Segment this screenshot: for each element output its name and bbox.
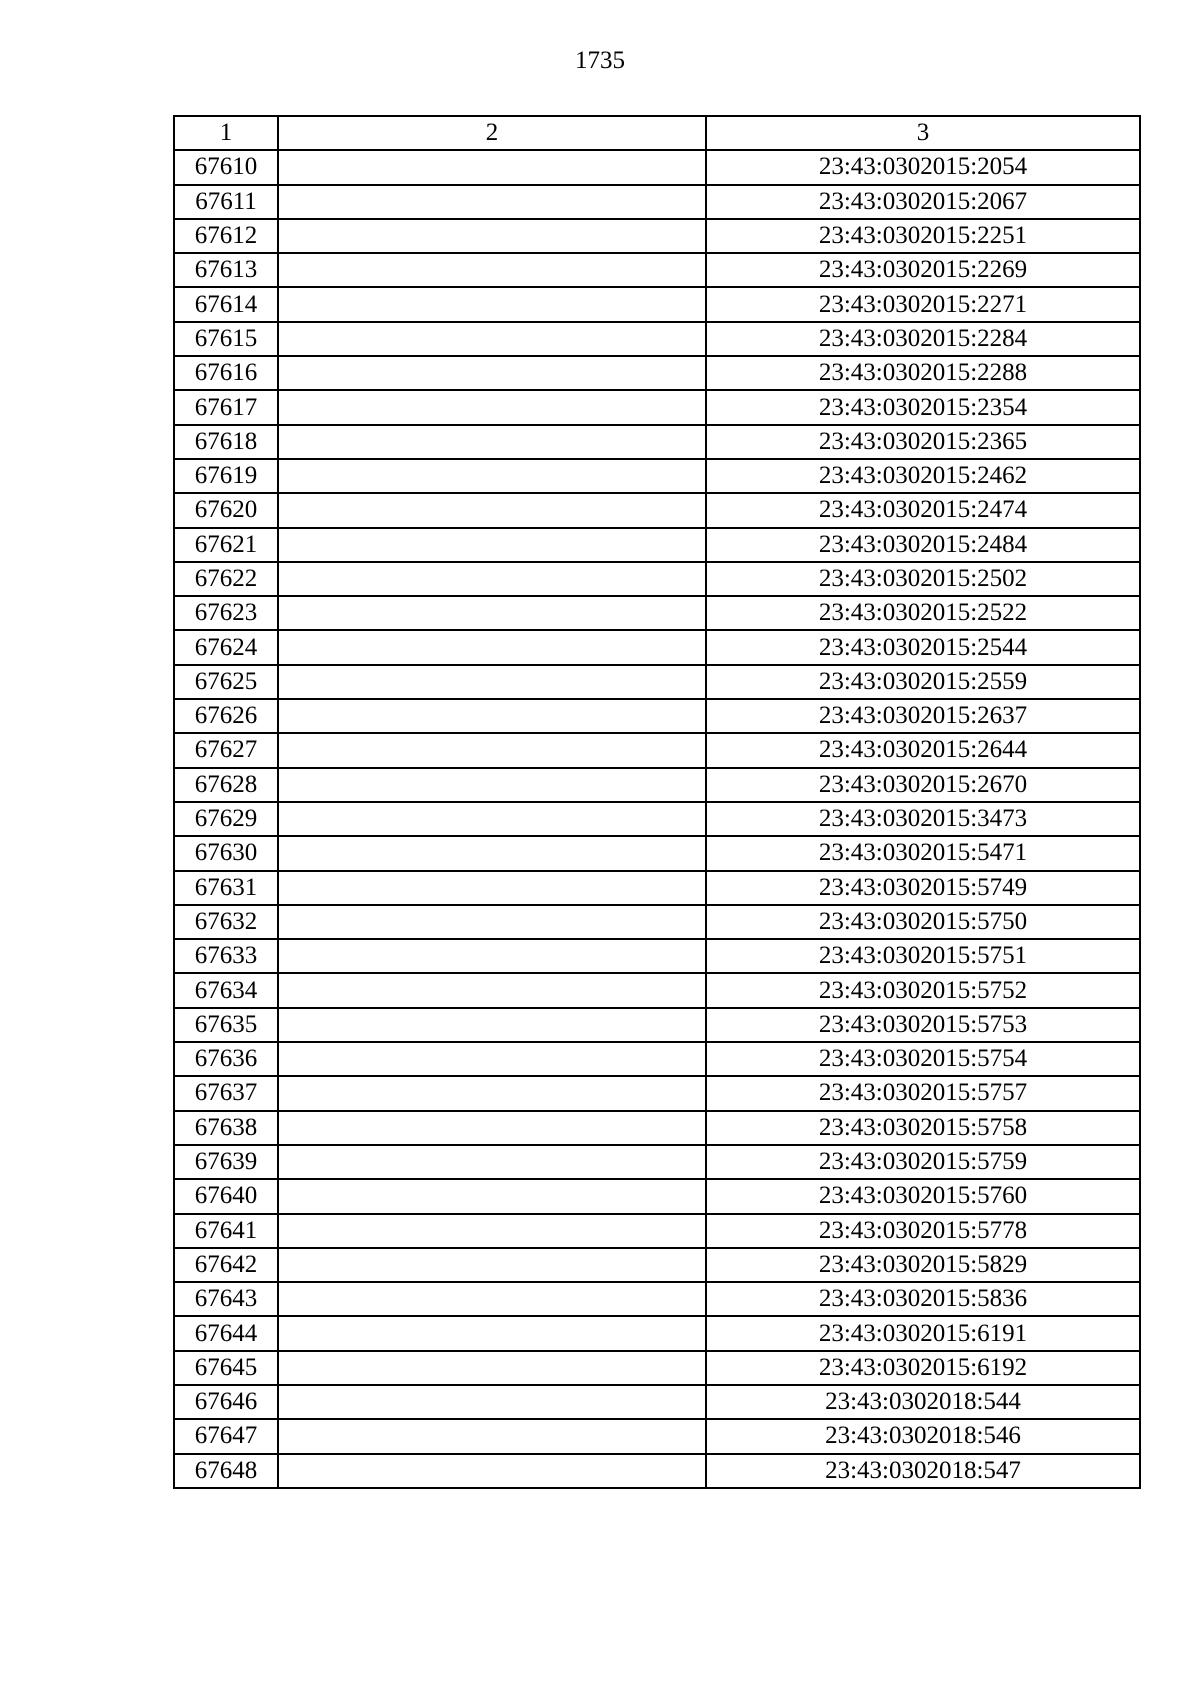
cadastral-number-cell: 23:43:0302015:5829: [706, 1248, 1140, 1282]
row-number-cell: 67611: [174, 185, 278, 219]
page-number: 1735: [575, 47, 625, 74]
row-empty-cell: [278, 596, 706, 630]
row-number-cell: 67622: [174, 562, 278, 596]
cadastral-number-cell: 23:43:0302018:547: [706, 1454, 1140, 1488]
row-number-cell: 67634: [174, 973, 278, 1007]
cadastral-table: [173, 115, 1141, 1489]
row-number-cell: 67617: [174, 390, 278, 424]
table-row: [174, 802, 1140, 836]
table-row: [174, 1351, 1140, 1385]
row-empty-cell: [278, 1351, 706, 1385]
row-number-cell: 67626: [174, 699, 278, 733]
header-col-1: 1: [174, 116, 278, 150]
cadastral-number-cell: 23:43:0302015:2474: [706, 493, 1140, 527]
cadastral-number-cell: 23:43:0302015:5778: [706, 1214, 1140, 1248]
row-number-cell: 67627: [174, 733, 278, 767]
table-row: [174, 390, 1140, 424]
row-number-cell: 67612: [174, 219, 278, 253]
row-number-cell: 67648: [174, 1454, 278, 1488]
cadastral-number-cell: 23:43:0302015:2522: [706, 596, 1140, 630]
cadastral-number-cell: 23:43:0302015:5759: [706, 1145, 1140, 1179]
table-row: [174, 185, 1140, 219]
table-body: [174, 150, 1140, 1488]
row-number-cell: 67638: [174, 1111, 278, 1145]
row-empty-cell: [278, 1111, 706, 1145]
cadastral-number-cell: 23:43:0302015:2067: [706, 185, 1140, 219]
table-row: [174, 1214, 1140, 1248]
row-empty-cell: [278, 871, 706, 905]
row-empty-cell: [278, 973, 706, 1007]
table-row: [174, 665, 1140, 699]
row-empty-cell: [278, 699, 706, 733]
cadastral-number-cell: 23:43:0302015:2269: [706, 253, 1140, 287]
table-row: [174, 425, 1140, 459]
table-header: [174, 116, 1140, 150]
table-row: [174, 596, 1140, 630]
table-row: [174, 768, 1140, 802]
cadastral-number-cell: 23:43:0302015:5752: [706, 973, 1140, 1007]
cadastral-number-cell: 23:43:0302015:2251: [706, 219, 1140, 253]
row-number-cell: 67616: [174, 356, 278, 390]
cadastral-number-cell: 23:43:0302015:2288: [706, 356, 1140, 390]
row-empty-cell: [278, 1385, 706, 1419]
header-col-3: 3: [706, 116, 1140, 150]
row-empty-cell: [278, 1454, 706, 1488]
row-empty-cell: [278, 562, 706, 596]
cadastral-number-cell: 23:43:0302018:544: [706, 1385, 1140, 1419]
table-row: [174, 356, 1140, 390]
cadastral-number-cell: 23:43:0302015:3473: [706, 802, 1140, 836]
row-number-cell: 67618: [174, 425, 278, 459]
row-empty-cell: [278, 905, 706, 939]
row-empty-cell: [278, 150, 706, 184]
row-empty-cell: [278, 733, 706, 767]
row-number-cell: 67642: [174, 1248, 278, 1282]
cadastral-number-cell: 23:43:0302015:5758: [706, 1111, 1140, 1145]
cadastral-number-cell: 23:43:0302015:6191: [706, 1316, 1140, 1350]
table-row: [174, 322, 1140, 356]
table-row: [174, 1145, 1140, 1179]
cadastral-number-cell: 23:43:0302015:5760: [706, 1179, 1140, 1213]
row-empty-cell: [278, 630, 706, 664]
cadastral-number-cell: 23:43:0302018:546: [706, 1419, 1140, 1453]
row-empty-cell: [278, 1248, 706, 1282]
cadastral-number-cell: 23:43:0302015:2271: [706, 287, 1140, 321]
row-number-cell: 67643: [174, 1282, 278, 1316]
row-number-cell: 67635: [174, 1008, 278, 1042]
table-row: [174, 1419, 1140, 1453]
row-empty-cell: [278, 1042, 706, 1076]
row-empty-cell: [278, 665, 706, 699]
cadastral-number-cell: 23:43:0302015:2559: [706, 665, 1140, 699]
row-empty-cell: [278, 1145, 706, 1179]
table-row: [174, 459, 1140, 493]
row-number-cell: 67620: [174, 493, 278, 527]
table-row: [174, 1454, 1140, 1488]
row-empty-cell: [278, 1282, 706, 1316]
row-number-cell: 67633: [174, 939, 278, 973]
table-row: [174, 1248, 1140, 1282]
row-number-cell: 67628: [174, 768, 278, 802]
row-number-cell: 67614: [174, 287, 278, 321]
header-row: [174, 116, 1140, 150]
cadastral-number-cell: 23:43:0302015:2365: [706, 425, 1140, 459]
row-number-cell: 67636: [174, 1042, 278, 1076]
table-row: [174, 699, 1140, 733]
row-empty-cell: [278, 425, 706, 459]
row-empty-cell: [278, 1008, 706, 1042]
table-row: [174, 219, 1140, 253]
table-row: [174, 1316, 1140, 1350]
cadastral-number-cell: 23:43:0302015:2637: [706, 699, 1140, 733]
cadastral-number-cell: 23:43:0302015:2644: [706, 733, 1140, 767]
table-row: [174, 253, 1140, 287]
cadastral-number-cell: 23:43:0302015:5749: [706, 871, 1140, 905]
table-row: [174, 630, 1140, 664]
row-empty-cell: [278, 459, 706, 493]
row-number-cell: 67646: [174, 1385, 278, 1419]
cadastral-number-cell: 23:43:0302015:2544: [706, 630, 1140, 664]
row-empty-cell: [278, 1316, 706, 1350]
row-empty-cell: [278, 528, 706, 562]
table-row: [174, 733, 1140, 767]
table-row: [174, 939, 1140, 973]
cadastral-number-cell: 23:43:0302015:2054: [706, 150, 1140, 184]
table-row: [174, 1076, 1140, 1110]
cadastral-number-cell: 23:43:0302015:2670: [706, 768, 1140, 802]
row-number-cell: 67640: [174, 1179, 278, 1213]
row-empty-cell: [278, 322, 706, 356]
cadastral-number-cell: 23:43:0302015:2502: [706, 562, 1140, 596]
cadastral-number-cell: 23:43:0302015:5754: [706, 1042, 1140, 1076]
row-number-cell: 67623: [174, 596, 278, 630]
row-number-cell: 67629: [174, 802, 278, 836]
row-number-cell: 67632: [174, 905, 278, 939]
cadastral-number-cell: 23:43:0302015:5753: [706, 1008, 1140, 1042]
table-row: [174, 905, 1140, 939]
cadastral-number-cell: 23:43:0302015:5471: [706, 836, 1140, 870]
cadastral-number-cell: 23:43:0302015:6192: [706, 1351, 1140, 1385]
cadastral-number-cell: 23:43:0302015:2284: [706, 322, 1140, 356]
cadastral-number-cell: 23:43:0302015:5757: [706, 1076, 1140, 1110]
table-row: [174, 493, 1140, 527]
row-number-cell: 67631: [174, 871, 278, 905]
table-row: [174, 562, 1140, 596]
table-row: [174, 871, 1140, 905]
header-col-2: 2: [278, 116, 706, 150]
row-empty-cell: [278, 1419, 706, 1453]
table-row: [174, 1282, 1140, 1316]
row-empty-cell: [278, 836, 706, 870]
table-row: [174, 287, 1140, 321]
cadastral-number-cell: 23:43:0302015:5836: [706, 1282, 1140, 1316]
row-number-cell: 67645: [174, 1351, 278, 1385]
row-empty-cell: [278, 768, 706, 802]
cadastral-number-cell: 23:43:0302015:2462: [706, 459, 1140, 493]
row-number-cell: 67647: [174, 1419, 278, 1453]
row-number-cell: 67613: [174, 253, 278, 287]
row-number-cell: 67630: [174, 836, 278, 870]
table-row: [174, 836, 1140, 870]
row-number-cell: 67615: [174, 322, 278, 356]
cadastral-number-cell: 23:43:0302015:5751: [706, 939, 1140, 973]
row-number-cell: 67641: [174, 1214, 278, 1248]
row-number-cell: 67625: [174, 665, 278, 699]
table-row: [174, 973, 1140, 1007]
row-empty-cell: [278, 253, 706, 287]
table-row: [174, 1111, 1140, 1145]
row-empty-cell: [278, 219, 706, 253]
table-row: [174, 528, 1140, 562]
row-empty-cell: [278, 1076, 706, 1110]
row-number-cell: 67624: [174, 630, 278, 664]
row-number-cell: 67644: [174, 1316, 278, 1350]
row-empty-cell: [278, 1214, 706, 1248]
table-row: [174, 1179, 1140, 1213]
row-empty-cell: [278, 939, 706, 973]
table-row: [174, 1008, 1140, 1042]
row-empty-cell: [278, 287, 706, 321]
row-number-cell: 67637: [174, 1076, 278, 1110]
table-row: [174, 1042, 1140, 1076]
table-row: [174, 1385, 1140, 1419]
row-empty-cell: [278, 390, 706, 424]
row-empty-cell: [278, 356, 706, 390]
row-empty-cell: [278, 185, 706, 219]
row-number-cell: 67610: [174, 150, 278, 184]
row-empty-cell: [278, 802, 706, 836]
cadastral-number-cell: 23:43:0302015:2354: [706, 390, 1140, 424]
row-empty-cell: [278, 493, 706, 527]
cadastral-number-cell: 23:43:0302015:2484: [706, 528, 1140, 562]
row-number-cell: 67619: [174, 459, 278, 493]
row-empty-cell: [278, 1179, 706, 1213]
cadastral-number-cell: 23:43:0302015:5750: [706, 905, 1140, 939]
table-row: [174, 150, 1140, 184]
row-number-cell: 67639: [174, 1145, 278, 1179]
row-number-cell: 67621: [174, 528, 278, 562]
